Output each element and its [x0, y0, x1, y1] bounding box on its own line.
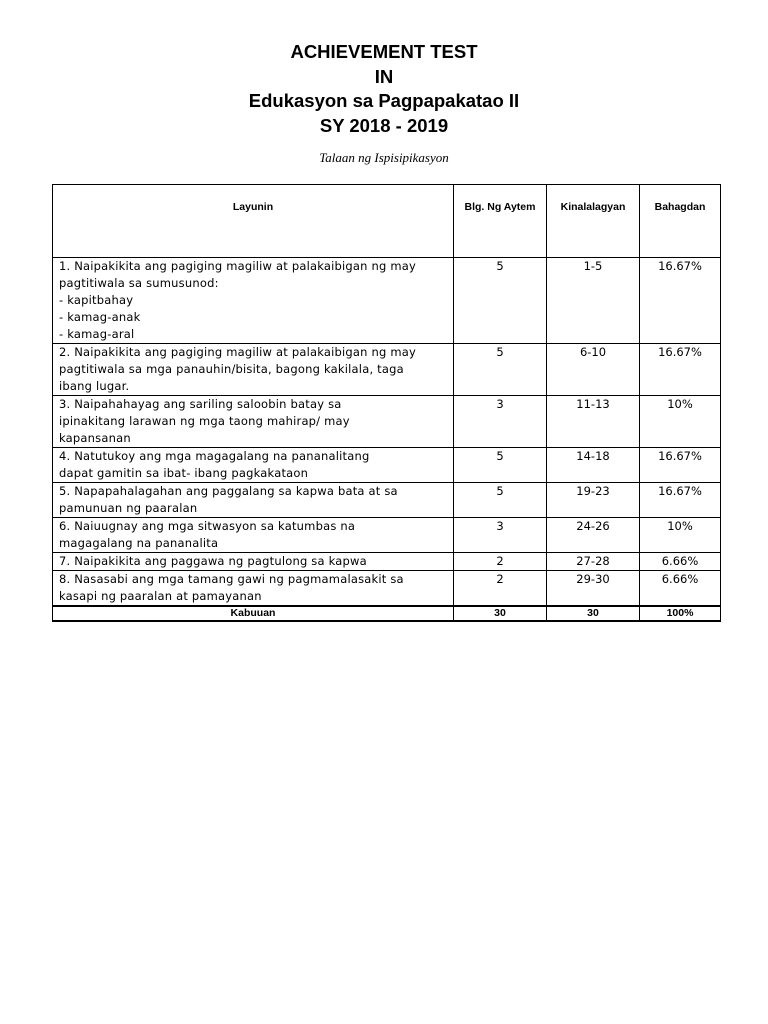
- title-line: IN: [374, 65, 394, 87]
- objective-line: 4. Natutukoy ang mga magagalang na pananalitang: [59, 449, 370, 463]
- items-cell: 2: [454, 571, 547, 607]
- table-row: [53, 483, 721, 518]
- placement-cell: 24-26: [547, 518, 640, 553]
- column-header-blg-ng-aytem: Blg. Ng Aytem: [454, 185, 547, 258]
- percent-cell: 6.66%: [640, 571, 721, 607]
- objective-line: kasapi ng paaralan at pamayanan: [59, 589, 262, 603]
- document-title: [0, 40, 768, 138]
- table-row: [53, 396, 721, 448]
- objective-cell: [53, 518, 454, 553]
- objective-cell: [53, 396, 454, 448]
- percent-cell: 16.67%: [640, 258, 721, 344]
- specification-table: [52, 184, 721, 622]
- table-row: [53, 448, 721, 483]
- objective-line: 5. Napapahalagahan ang paggalang sa kapwa bata at sa: [59, 484, 398, 498]
- percent-cell: 10%: [640, 396, 721, 448]
- objective-line: - kamag-aral: [59, 327, 135, 341]
- total-items: 30: [454, 606, 547, 621]
- table-row: [53, 553, 721, 571]
- percent-cell: 16.67%: [640, 344, 721, 396]
- objective-line: 6. Naiuugnay ang mga sitwasyon sa katumbas na: [59, 519, 356, 533]
- title-line: Edukasyon sa Pagpapakatao II: [248, 90, 520, 111]
- items-cell: 5: [454, 344, 547, 396]
- placement-cell: 6-10: [547, 344, 640, 396]
- items-cell: 2: [454, 553, 547, 571]
- items-cell: 5: [454, 448, 547, 483]
- items-cell: 5: [454, 258, 547, 344]
- table-header-row: [53, 185, 721, 258]
- objective-line: - kapitbahay: [59, 293, 134, 307]
- objective-cell: [53, 571, 454, 607]
- objective-line: pamunuan ng paaralan: [59, 501, 198, 515]
- table-row: [53, 344, 721, 396]
- percent-cell: 16.67%: [640, 483, 721, 518]
- document-subtitle: Talaan ng Ispisipikasyon: [319, 150, 449, 165]
- objective-cell: [53, 483, 454, 518]
- total-placement: 30: [547, 606, 640, 621]
- title-line: SY 2018 - 2019: [319, 114, 449, 136]
- percent-cell: 6.66%: [640, 553, 721, 571]
- items-cell: 3: [454, 396, 547, 448]
- total-row: [53, 606, 721, 621]
- items-cell: 3: [454, 518, 547, 553]
- objective-line: - kamag-anak: [59, 310, 141, 324]
- objective-line: 3. Naipahahayag ang sariling saloobin batay sa: [59, 397, 342, 411]
- column-header-kinalalagyan: Kinalalagyan: [547, 185, 640, 258]
- objective-line: magagalang na pananalita: [59, 536, 219, 550]
- placement-cell: 11-13: [547, 396, 640, 448]
- objective-line: ibang lugar.: [59, 379, 130, 393]
- objective-line: pagtitiwala sa mga panauhin/bisita, bagong kakilala, taga: [59, 362, 404, 376]
- objective-line: dapat gamitin sa ibat- ibang pagkakataon: [59, 466, 309, 480]
- objective-cell: [53, 258, 454, 344]
- objective-line: pagtitiwala sa sumusunod:: [59, 276, 219, 290]
- placement-cell: 29-30: [547, 571, 640, 607]
- total-label: Kabuuan: [53, 606, 454, 621]
- objective-line: 2. Naipakikita ang pagiging magiliw at palakaibigan ng may: [59, 345, 416, 359]
- objective-cell: [53, 344, 454, 396]
- placement-cell: 19-23: [547, 483, 640, 518]
- column-header-bahagdan: Bahagdan: [640, 185, 721, 258]
- items-cell: 5: [454, 483, 547, 518]
- objective-line: kapansanan: [59, 431, 131, 445]
- objective-line: ipinakitang larawan ng mga taong mahirap/ may: [59, 414, 350, 428]
- placement-cell: 27-28: [547, 553, 640, 571]
- table-row: [53, 258, 721, 344]
- objective-line: 7. Naipakikita ang paggawa ng pagtulong sa kapwa: [59, 554, 367, 568]
- total-percent: 100%: [640, 606, 721, 621]
- title-line: ACHIEVEMENT TEST: [290, 41, 478, 62]
- table-row: [53, 518, 721, 553]
- objective-cell: [53, 553, 454, 571]
- placement-cell: 14-18: [547, 448, 640, 483]
- objective-line: 1. Naipakikita ang pagiging magiliw at palakaibigan ng may: [59, 259, 416, 273]
- placement-cell: 1-5: [547, 258, 640, 344]
- percent-cell: 16.67%: [640, 448, 721, 483]
- objective-cell: [53, 448, 454, 483]
- column-header-layunin: Layunin: [53, 185, 454, 258]
- table-row: [53, 571, 721, 607]
- objective-line: 8. Nasasabi ang mga tamang gawi ng pagmamalasakit sa: [59, 572, 404, 586]
- percent-cell: 10%: [640, 518, 721, 553]
